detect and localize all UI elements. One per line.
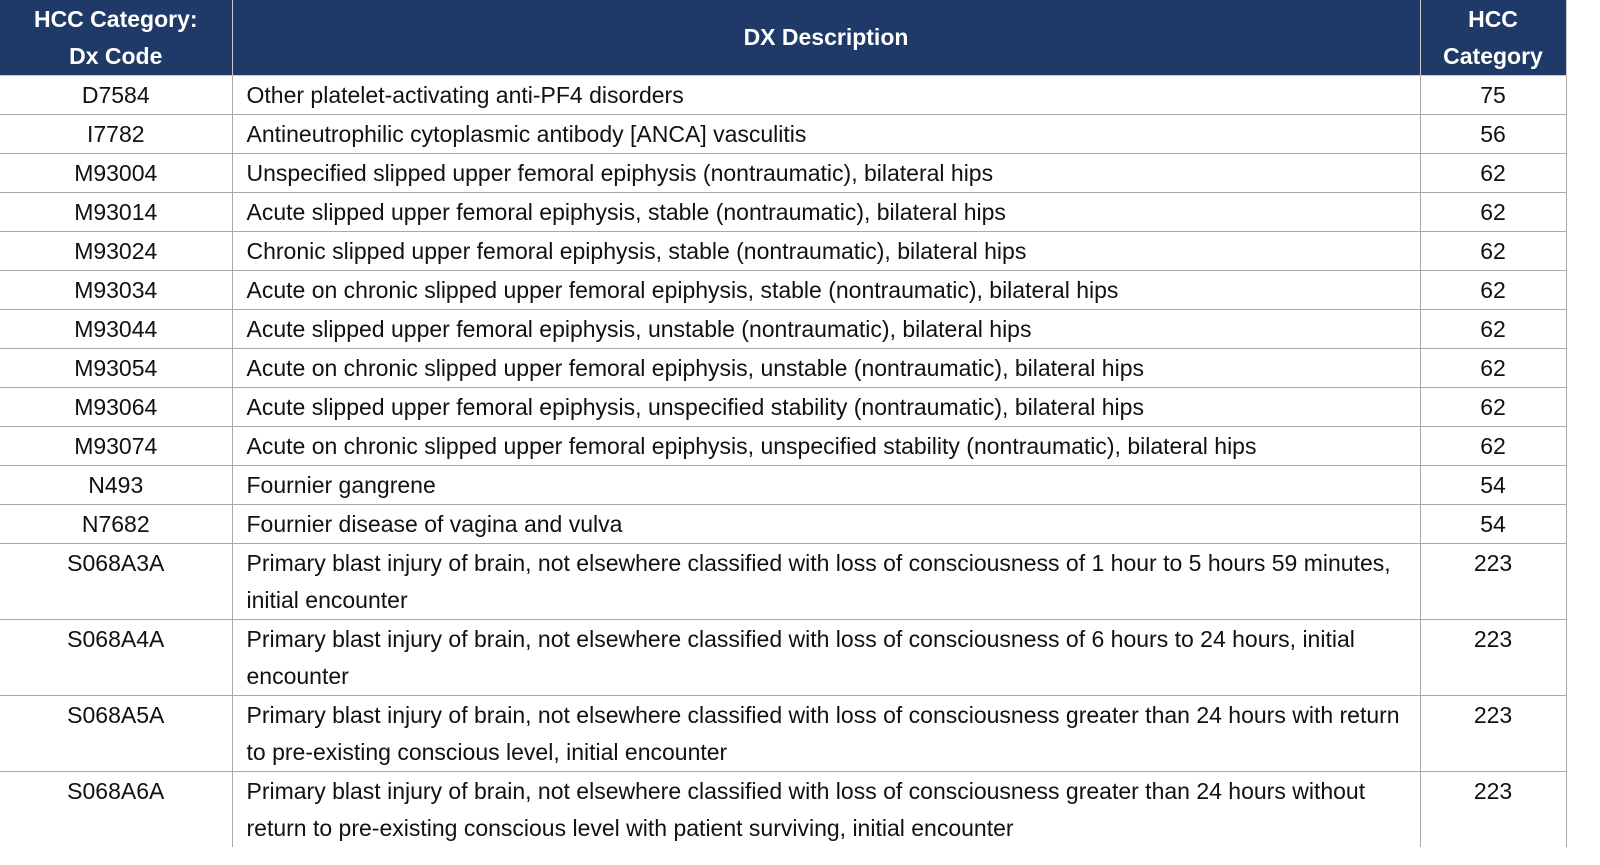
dx-description-cell: Unspecified slipped upper femoral epiphysis (nontraumatic), bilateral hips	[232, 154, 1420, 193]
header-dx-code-line1: HCC Category:	[33, 5, 198, 32]
table-row	[0, 310, 1566, 349]
table-row	[0, 696, 1566, 772]
dx-description-cell: Primary blast injury of brain, not elsewhere classified with loss of consciousness of 1 hour to 5 hours 59 minutes, initial encounter	[232, 544, 1420, 620]
hcc-category-cell: 62	[1420, 271, 1566, 310]
dx-description-cell: Primary blast injury of brain, not elsewhere classified with loss of consciousness greater than 24 hours without return to pre-existing conscious level with patient surviving, initial encounter	[232, 772, 1420, 848]
dx-code-cell: M93034	[0, 271, 232, 310]
table-row	[0, 544, 1566, 620]
dx-code-cell: M93014	[0, 193, 232, 232]
dx-code-cell: M93044	[0, 310, 232, 349]
table-row	[0, 154, 1566, 193]
hcc-category-cell: 54	[1420, 466, 1566, 505]
dx-code-cell: M93024	[0, 232, 232, 271]
header-row	[0, 0, 1566, 76]
dx-code-cell: M93004	[0, 154, 232, 193]
table-row	[0, 505, 1566, 544]
hcc-category-cell: 62	[1420, 232, 1566, 271]
header-hcc-category	[1420, 0, 1566, 76]
header-hcc-category-line1: HCC	[1468, 5, 1518, 32]
dx-description-cell: Acute on chronic slipped upper femoral epiphysis, unspecified stability (nontraumatic), bilateral hips	[232, 427, 1420, 466]
dx-description-cell: Chronic slipped upper femoral epiphysis, stable (nontraumatic), bilateral hips	[232, 232, 1420, 271]
dx-description-cell: Acute on chronic slipped upper femoral epiphysis, unstable (nontraumatic), bilateral hips	[232, 349, 1420, 388]
table-body	[0, 76, 1566, 848]
table-row	[0, 232, 1566, 271]
dx-code-cell: S068A6A	[0, 772, 232, 848]
hcc-category-cell: 62	[1420, 310, 1566, 349]
hcc-category-cell: 223	[1420, 544, 1566, 620]
table-row	[0, 388, 1566, 427]
header-hcc-category-line2: Category	[1443, 42, 1543, 69]
dx-code-cell: S068A4A	[0, 620, 232, 696]
dx-description-cell: Acute on chronic slipped upper femoral epiphysis, stable (nontraumatic), bilateral hips	[232, 271, 1420, 310]
dx-description-cell: Acute slipped upper femoral epiphysis, unspecified stability (nontraumatic), bilateral hips	[232, 388, 1420, 427]
dx-description-cell: Other platelet-activating anti-PF4 disorders	[232, 76, 1420, 115]
table-row	[0, 193, 1566, 232]
table-row	[0, 466, 1566, 505]
hcc-category-cell: 62	[1420, 193, 1566, 232]
dx-code-cell: M93054	[0, 349, 232, 388]
dx-description-cell: Fournier disease of vagina and vulva	[232, 505, 1420, 544]
hcc-category-cell: 62	[1420, 427, 1566, 466]
hcc-category-cell: 75	[1420, 76, 1566, 115]
dx-description-cell: Primary blast injury of brain, not elsewhere classified with loss of consciousness of 6 hours to 24 hours, initial encounter	[232, 620, 1420, 696]
header-dx-description: DX Description	[232, 0, 1420, 76]
dx-description-cell: Acute slipped upper femoral epiphysis, stable (nontraumatic), bilateral hips	[232, 193, 1420, 232]
dx-code-cell: N493	[0, 466, 232, 505]
table-row	[0, 620, 1566, 696]
table-row	[0, 772, 1566, 848]
dx-code-cell: M93064	[0, 388, 232, 427]
dx-code-cell: S068A5A	[0, 696, 232, 772]
hcc-category-cell: 62	[1420, 154, 1566, 193]
dx-description-cell: Primary blast injury of brain, not elsewhere classified with loss of consciousness greater than 24 hours with return to pre-existing conscious level, initial encounter	[232, 696, 1420, 772]
hcc-category-cell: 62	[1420, 349, 1566, 388]
dx-code-cell: M93074	[0, 427, 232, 466]
hcc-category-cell: 223	[1420, 696, 1566, 772]
dx-code-cell: D7584	[0, 76, 232, 115]
table-row	[0, 349, 1566, 388]
hcc-category-cell: 56	[1420, 115, 1566, 154]
table-row	[0, 427, 1566, 466]
dx-code-cell: I7782	[0, 115, 232, 154]
dx-description-cell: Antineutrophilic cytoplasmic antibody [ANCA] vasculitis	[232, 115, 1420, 154]
hcc-category-cell: 54	[1420, 505, 1566, 544]
hcc-category-cell: 62	[1420, 388, 1566, 427]
dx-code-cell: S068A3A	[0, 544, 232, 620]
table-row	[0, 115, 1566, 154]
header-dx-code	[0, 0, 232, 76]
dx-description-cell: Fournier gangrene	[232, 466, 1420, 505]
dx-description-cell: Acute slipped upper femoral epiphysis, unstable (nontraumatic), bilateral hips	[232, 310, 1420, 349]
header-dx-code-line2: Dx Code	[69, 42, 163, 69]
table-row	[0, 76, 1566, 115]
table-header	[0, 0, 1566, 76]
hcc-category-cell: 223	[1420, 772, 1566, 848]
table-row	[0, 271, 1566, 310]
hcc-category-cell: 223	[1420, 620, 1566, 696]
dx-code-cell: N7682	[0, 505, 232, 544]
